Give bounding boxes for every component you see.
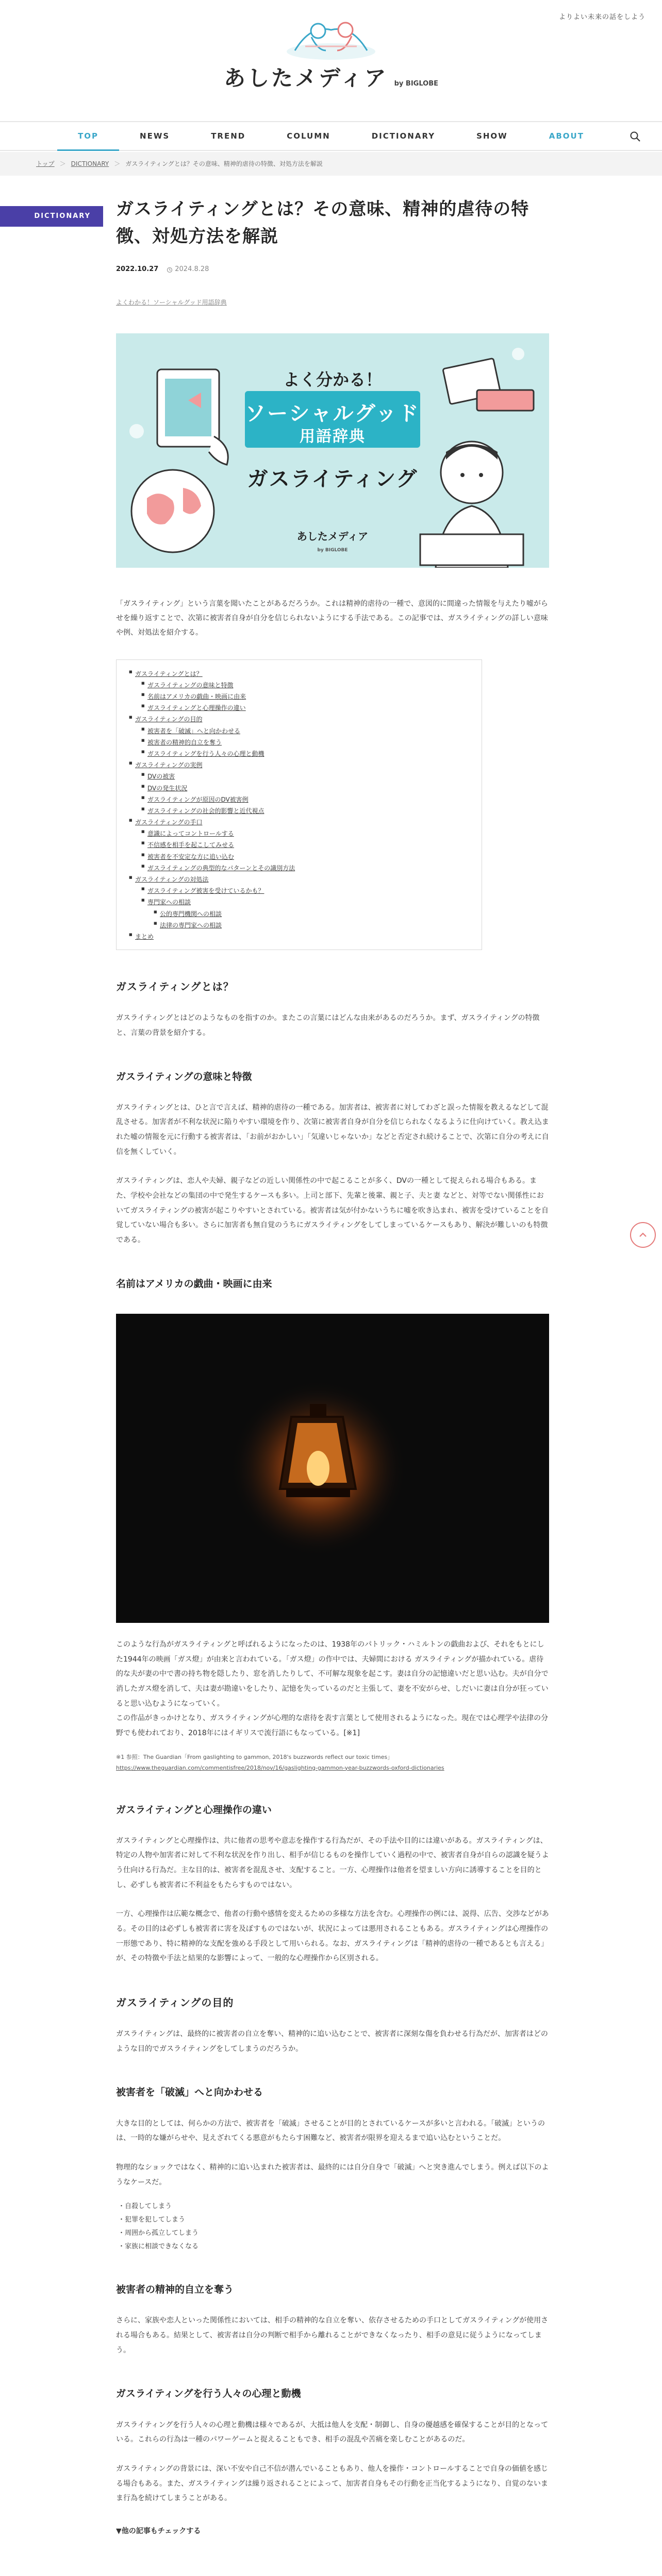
table-of-contents — [116, 659, 482, 951]
toc-item — [141, 748, 469, 759]
toc-item — [129, 931, 469, 942]
site-tagline: よりよい未来の話をしよう — [558, 13, 646, 21]
toc-link[interactable]: 被害者を不安定な方に追い込む — [147, 853, 235, 860]
section-heading: ガスライティングとは？ — [116, 980, 234, 993]
section-paragraph: ガスライティングは、恋人や夫婦、親子などの近しい関係性の中で起こることが多く、DVの一種として捉えられる場合もある。また、学校や会社などの集団の中で発生するケースも多い。上司と部下、先輩と後輩、親と子、夫と妻 などと、対等でない関係性においてガスライティングの被害が起こりやすいとされている。被害者は気が付かないうちに嘘を吹き込まれ、被害を受けていることを自覚していない場合も多い。さらに加害者も無自覚のうちにガスライティングをしてしまっているケースもあり、解決が難しいのも特徴である。 — [116, 1177, 549, 1245]
nav-item-about[interactable]: ABOUT — [549, 131, 584, 141]
hero-logo — [281, 527, 384, 555]
list-item: ・ 周囲から孤立してしまう — [118, 2227, 549, 2240]
section-paragraph: 大きな目的としては、何らかの方法で、被害者を「破滅」させることが目的とされているケースが多いと言われる。「破滅」というのは、一時的な嫌がらせや、見えざれてくる悪意がもたらす困難など、被害者が限界を迎えるまで追い込むということだ。 — [116, 2119, 545, 2143]
logo-by-label: by BIGLOBE — [394, 80, 439, 88]
toc-item — [141, 828, 469, 839]
section-paragraph: このような行為がガスライティングと呼ばれるようになったのは、1938年のパトリック・ハミルトンの戯曲および、それをもとにした1944年の映画「ガス燈」が由来と言われている。「ガス燈」の作中では、夫婦間における ガスライティングが描かれている。虐待的な夫が妻の中で書の持ち物を隠したり、窓を消したりして、不可解な現象を起こす。妻は自分の記憶違いだと思い込む。夫が自分で消したガス燈を消して、夫は妻が勘違いをしたり、記憶を失っているのだと主張して、妻を不安がらせ、しだいに妻は自分が狂っていると思い込むようになっていく。 この作品がきっかけとなり、ガスライティングが心理的な虐待を表す言葉として使用されるようになった。現在では心理学や法律の分野でも使われており、2018年にはイギリスで流行語にもなっている。[※1] — [116, 1640, 549, 1738]
section-heading: ガスライティングの意味と特徴 — [116, 1071, 252, 1082]
page-title: ガスライティングとは？その意味、精神的虐待の特徴、対処方法を解説 — [116, 199, 529, 247]
toc-item — [141, 691, 469, 702]
toc-link[interactable]: ガスライティングの対処法 — [135, 876, 209, 884]
toc-link[interactable]: 法律の専門家への相談 — [160, 921, 222, 929]
toc-link[interactable]: ガスライティングと心理操作の違い — [147, 704, 246, 712]
toc-item — [141, 794, 469, 805]
toc-link[interactable]: ガスライティングの意味と特徴 — [147, 681, 234, 689]
section-paragraph: 物理的なショックではなく、精神的に追い込まれた被害者は、最終的には自分自身で「破滅」へと突き進んでしまう。例えば以下のようなケースだ。 — [116, 2163, 549, 2187]
nav-item-top[interactable]: TOP — [57, 121, 119, 151]
toc-link[interactable]: ガスライティングを行う人々の心理と動機 — [147, 750, 264, 757]
section-paragraph: ガスライティングとはどのようなものを指すのか。またこの言葉にはどんな由来があるのだろうか。まず、ガスライティングの特徴と、言葉の背景を紹介する。 — [116, 1014, 540, 1037]
section-heading: 名前はアメリカの戯曲・映画に由来 — [116, 1278, 272, 1290]
section-heading: 被害者を「破滅」へと向かわせる — [116, 2087, 263, 2098]
toc-item — [129, 817, 469, 828]
toc-item — [141, 725, 469, 737]
toc-link[interactable]: 意識によってコントロールする — [147, 830, 234, 838]
section-paragraph: ガスライティングと心理操作は、共に他者の思考や意志を操作する行為だが、その手法や目的には違いがある。ガスライティングは、特定の人物や加害者に対して不利な状況を作り出し、相手が信じるものを操作していく過程の中で、被害者自身が自らの認識を疑うよう仕向ける行為だ。主な目的は、被害者を混乱させ、支配すること。一方、心理操作は他者を望ましい方向に誘導することを目的とし、必ずしも被害者に不利益をもたらすものではない。 — [116, 1836, 549, 1889]
hero-image — [116, 333, 549, 568]
lamp-photo-image — [116, 1314, 549, 1623]
tag-link[interactable]: よくわかる！ソーシャルグッド用語辞典 — [116, 299, 227, 307]
section-paragraph: ガスライティングを行う人々の心理と動機は様々であるが、大抵は他人を支配・制御し、自身の優越感を確保することが目的となっている。これらの行為は一種のパワーゲームと捉えることもでき、相手の混乱や苦痛を楽しむことがあるのだ。 — [116, 2420, 549, 2444]
main-nav — [0, 121, 662, 151]
source-note — [116, 1752, 549, 1774]
section-heading: 被害者の精神的自立を奪う — [116, 2284, 234, 2296]
search-icon[interactable] — [629, 130, 641, 143]
toc-link[interactable]: 不信感を相手を起こしてみせる — [147, 841, 235, 849]
logo-illustration-icon — [279, 14, 383, 61]
toc-link[interactable]: 被害者を「破滅」へと向かわせる — [147, 727, 241, 735]
lead-paragraph: 「ガスライティング」という言葉を聞いたことがあるだろうか。これは精神的虐待の一種で、意図的に間違った情報を与えたり嘘がらせを繰り返すことで、次第に被害者自身が自分を信じられないようにする手法である。この記事では、ガスライティングの詳しい意味や例、対処法を紹介する。 — [116, 599, 548, 637]
toc-item — [141, 896, 469, 908]
site-logo[interactable] — [0, 14, 662, 99]
hero-logo-by: by BIGLOBE — [317, 547, 348, 553]
hero-eyebrow: よく分かる！ — [283, 369, 382, 389]
toc-item — [141, 737, 469, 748]
toc-item — [141, 839, 469, 851]
toc-item — [129, 874, 469, 885]
refresh-icon — [167, 267, 173, 273]
toc-link[interactable]: DVの発生状況 — [147, 784, 188, 792]
hero-title-line2: 用語辞典 — [300, 427, 366, 446]
toc-item — [141, 851, 469, 862]
hero-title-line1: ソーシャルグッド — [245, 401, 420, 426]
toc-link[interactable]: ガスライティングが原因のDV被害例 — [147, 795, 249, 803]
list-item: ・ 家族に相談できなくなる — [118, 2240, 549, 2253]
toc-link[interactable]: 公的専門機関への相談 — [160, 910, 222, 918]
category-badge[interactable]: DICTIONARY — [0, 206, 103, 227]
section-paragraph: ガスライティングの背景には、深い不安や自己不信が潜んでいることもあり、他人を操作・コントロールすることで自身の価値を感じる場合もある。また、ガスライティングは繰り返されることによって、加害者自身もその行動を正当化するようになり、自覚のないまま行為を続けてしまうことがある。 — [116, 2464, 548, 2503]
nav-item-show[interactable]: SHOW — [476, 131, 508, 141]
section-heading: ガスライティングを行う人々の心理と動機 — [116, 2388, 301, 2400]
hero-term: ガスライティング — [247, 467, 418, 491]
toc-item — [141, 680, 469, 691]
updated-date-wrap — [167, 263, 209, 276]
section-heading: ガスライティングと心理操作の違い — [116, 1804, 272, 1816]
source-label: ※1 参照：The Guardian「From gaslighting to gammon, 2018's buzzwords reflect our toxic times」 — [116, 1753, 393, 1760]
toc-item — [141, 885, 469, 896]
toc-item — [141, 862, 469, 874]
toc-item — [129, 668, 469, 680]
toc-link[interactable]: ガスライティングとは？ — [135, 670, 203, 677]
toc-link[interactable]: ガスライティングの手口 — [135, 819, 203, 826]
breadcrumb-separator: ＞ — [114, 160, 121, 167]
more-articles-link[interactable]: ▼他の記事もチェックする — [116, 2527, 201, 2535]
toc-link[interactable]: まとめ — [135, 933, 154, 940]
toc-item — [129, 759, 469, 771]
list-item: ・ 自殺してしまう — [118, 2200, 549, 2213]
logo-wordmark: あしたメディア — [223, 65, 388, 91]
chevron-up-icon — [638, 1230, 648, 1240]
lamp-photo — [116, 1314, 549, 1623]
toc-item — [141, 771, 469, 782]
breadcrumb-category-link[interactable]: DICTIONARY — [71, 160, 109, 167]
toc-link[interactable]: 専門家への相談 — [147, 899, 191, 906]
site-header — [0, 0, 662, 167]
updated-date: 2024.8.28 — [175, 265, 209, 274]
toc-item — [154, 920, 469, 931]
section-paragraph: ガスライティングとは、ひと言で言えば、精神的虐待の一種である。加害者は、被害者に対してわざと誤った情報を教えるなどして混乱させる。加害者が不利な状況に陥りやすい環境を作り、次第に被害者自身が自分を信じられなくなるように仕向けていく。教え込まれた嘘の情報を元に行動する被害者は、「お前がおかしい」「気違いじゃないか」などと否定され続けることで、次第に自分の考えに自信を無くしていく。 — [116, 1103, 549, 1156]
article — [116, 196, 549, 2538]
source-link[interactable]: https://www.theguardian.com/commentisfree/2018/nov/16/gaslighting-gammon-year-buzzwords-oxford-dictionaries — [116, 1764, 444, 1771]
nav-item-dictionary[interactable]: DICTIONARY — [371, 131, 436, 141]
publish-date: 2022.10.27 — [116, 265, 159, 274]
section-heading: ガスライティングの目的 — [116, 1996, 234, 2009]
toc-link[interactable]: ガスライティング被害を受けているかも？ — [147, 887, 264, 895]
breadcrumb — [0, 152, 662, 176]
breadcrumb-current: ガスライティングとは？その意味、精神的虐待の特徴、対処方法を解説 — [125, 160, 323, 167]
section-paragraph: ガスライティングは、最終的に被害者の自立を奪い、精神的に追い込むことで、被害者に深刻な傷を負わせる行為だが、加害者はどのような目的でガスライティングをしてしまうのだろうか。 — [116, 2030, 548, 2053]
toc-item — [141, 805, 469, 817]
toc-item — [129, 714, 469, 725]
hero-logo-text: あしたメディア — [296, 530, 369, 543]
breadcrumb-home-link[interactable]: トップ — [36, 160, 55, 167]
section-paragraph: さらに、家族や恋人といった関係性においては、相手の精神的な自立を奪い、依存させるための手口としてガスライティングが使用される場合もある。結果として、被害者は自分の判断で相手から離れることができなくなったり、相手の意見に従うようになってしまう。 — [116, 2316, 549, 2354]
toc-link[interactable]: ガスライティングの実例 — [135, 761, 203, 769]
toc-list — [129, 668, 469, 943]
back-to-top-button[interactable] — [630, 1222, 656, 1248]
toc-link[interactable]: ガスライティングの目的 — [135, 716, 203, 723]
breadcrumb-separator: ＞ — [59, 160, 66, 167]
nav-item-column[interactable]: COLUMN — [287, 131, 330, 141]
toc-link[interactable]: ガスライティングの典型的なパターンとその識別方法 — [147, 864, 295, 872]
toc-link[interactable]: 被害者の精神的自立を奪う — [147, 738, 222, 746]
nav-item-news[interactable]: NEWS — [140, 131, 170, 141]
toc-item — [154, 908, 469, 920]
toc-link[interactable]: 名前はアメリカの戯曲・映画に由来 — [147, 693, 246, 701]
toc-link[interactable]: ガスライティングの社会的影響と近代視点 — [147, 807, 264, 815]
nav-item-trend[interactable]: TREND — [211, 131, 246, 141]
toc-link[interactable]: DVの被害 — [147, 773, 175, 781]
article-meta — [116, 263, 549, 276]
section-paragraph: 一方、心理操作は広範な概念で、他者の行動や感情を変えるための多様な方法を含む。心理操作の例には、説得、広告、交渉などがある。その目的は必ずしも被害者に害を及ぼすものではないが、状況によっては悪用されることもある。ガスライティングは心理操作の一形態であり、特に精神的な支配を強める手段として用いられる。なお、ガスライティングは「精神的虐待の一種であるとも言える」が、その特徴や手法と結果的な影響によって、一般的な心理操作から区別される。 — [116, 1910, 549, 1963]
list-item: ・ 犯罪を犯してしまう — [118, 2213, 549, 2227]
toc-item — [141, 702, 469, 714]
toc-item — [141, 783, 469, 794]
bullet-list — [116, 2200, 549, 2253]
